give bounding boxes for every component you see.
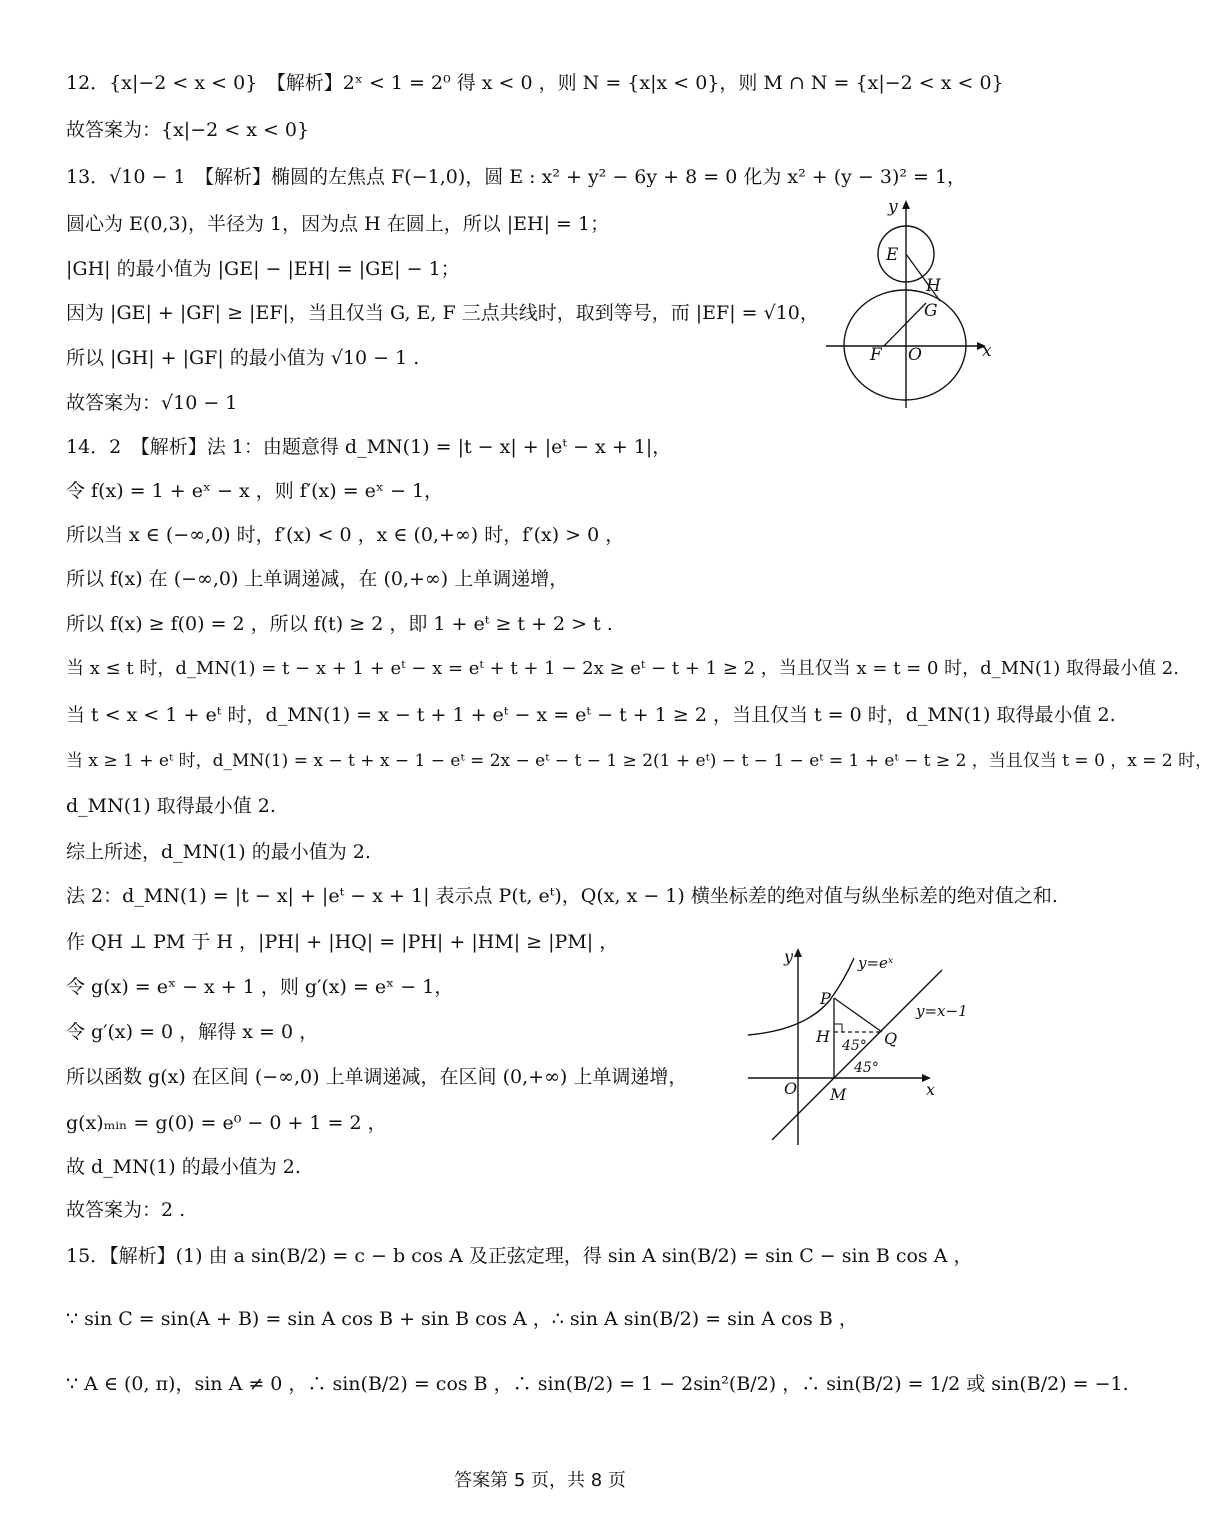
q14-case2: 当 t < x < 1 + eᵗ 时，d_MN(1) = x − t + 1 + eᵗ − x = eᵗ − t + 1 ≥ 2 ，当且仅当 t = 0 时，d_MN(1) 取得最小值 2. <box>66 704 1116 726</box>
label-x: x <box>926 1080 936 1099</box>
q14-f-bound: 所以 f(x) ≥ f(0) = 2 ，所以 f(t) ≥ 2 ，即 1 + eᵗ ≥ t + 2 > t . <box>66 613 613 635</box>
label-angle1: 45° <box>842 1038 867 1054</box>
label-h: H <box>816 1027 830 1046</box>
label-h: H <box>926 276 941 296</box>
q14-case1: 当 x ≤ t 时，d_MN(1) = t − x + 1 + eᵗ − x = eᵗ + t + 1 − 2x ≥ eᵗ − t + 1 ≥ 2 ，当且仅当 x = t = 0 时，d_MN(1) 取得最小值 2. <box>66 658 1179 679</box>
label-o: O <box>908 345 922 365</box>
q14-answer: 故答案为：2 . <box>66 1199 186 1221</box>
q14-conclusion: 故 d_MN(1) 的最小值为 2. <box>66 1156 301 1178</box>
q12-answer: 故答案为：{x|−2 < x < 0} <box>66 119 310 141</box>
q13-triangle-line: 因为 |GE| + |GF| ≥ |EF|，当且仅当 G, E, F 三点共线时，取到等号，而 |EF| = √10， <box>66 302 819 324</box>
q13-min-line: 所以 |GH| + |GF| 的最小值为 √10 − 1 . <box>66 347 420 369</box>
label-angle2: 45° <box>854 1060 879 1076</box>
q15-sin-c: ∵ sin C = sin(A + B) = sin A cos B + sin B cos A ，∴ sin A sin(B/2) = sin A cos B ， <box>66 1308 858 1330</box>
right-angle-mark <box>834 1024 842 1032</box>
q14-g-def: 令 g(x) = eˣ − x + 1 ，则 g′(x) = eˣ − 1， <box>66 976 454 998</box>
q12-line: 12．{x|−2 < x < 0} 【解析】2ˣ < 1 = 2⁰ 得 x < 0 ，则 N = {x|x < 0}，则 M ∩ N = {x|−2 < x < 0} <box>66 72 1004 94</box>
label-m: M <box>830 1085 847 1104</box>
label-g: G <box>924 301 938 321</box>
q14-g-min: g(x)ₘᵢₙ = g(0) = e⁰ − 0 + 1 = 2 ， <box>66 1112 387 1134</box>
q14-line: 14．2 【解析】法 1：由题意得 d_MN(1) = |t − x| + |eᵗ − x + 1|， <box>66 436 672 458</box>
segment-p-q <box>834 998 882 1032</box>
label-e: E <box>886 245 899 265</box>
label-y: y <box>784 947 794 966</box>
label-line: y=x−1 <box>916 1002 968 1020</box>
q13-answer: 故答案为：√10 − 1 <box>66 392 238 414</box>
q14-g-monotonic: 所以函数 g(x) 在区间 (−∞,0) 上单调递减，在区间 (0,+∞) 上单调递增， <box>66 1066 688 1088</box>
y-axis-arrow <box>794 948 802 957</box>
q13-line: 13．√10 − 1 【解析】椭圆的左焦点 F(−1,0)，圆 E : x² + y² − 6y + 8 = 0 化为 x² + (y − 3)² = 1， <box>66 166 967 188</box>
q14-case3: 当 x ≥ 1 + eᵗ 时，d_MN(1) = x − t + x − 1 − eᵗ = 2x − eᵗ − t − 1 ≥ 2(1 + eᵗ) − t − 1 − eᵗ = 1 + eᵗ − t ≥ 2 ，当且仅当 t = 0 ，x = 2 时， <box>66 751 1212 771</box>
ellipse <box>844 290 966 400</box>
label-o: O <box>784 1079 798 1098</box>
label-curve: y=eˣ <box>858 954 894 972</box>
q14-f-def: 令 f(x) = 1 + eˣ − x ，则 f′(x) = eˣ − 1， <box>66 480 444 502</box>
y-axis-arrow <box>902 200 910 209</box>
q14-case3-cont: d_MN(1) 取得最小值 2. <box>66 795 276 817</box>
exp-line-figure <box>742 940 978 1150</box>
q13-gh-line: |GH| 的最小值为 |GE| − |EH| = |GE| − 1； <box>66 258 460 280</box>
page-footer: 答案第 5 页，共 8 页 <box>454 1470 626 1491</box>
label-x: x <box>982 341 992 361</box>
segment-f-g <box>884 303 926 346</box>
q14-perp: 作 QH ⊥ PM 于 H ，|PH| + |HQ| = |PH| + |HM| ≥ |PM| ， <box>66 931 619 953</box>
label-q: Q <box>884 1029 898 1048</box>
q14-monotonic: 所以 f(x) 在 (−∞,0) 上单调递减，在 (0,+∞) 上单调递增， <box>66 568 569 590</box>
q15-line: 15．【解析】(1) 由 a sin(B/2) = c − b cos A 及正弦定理，得 sin A sin(B/2) = sin C − sin B cos A ， <box>66 1245 973 1267</box>
q14-g-zero: 令 g′(x) = 0 ，解得 x = 0 ， <box>66 1021 319 1043</box>
label-y: y <box>888 197 898 217</box>
q14-summary: 综上所述，d_MN(1) 的最小值为 2. <box>66 841 371 863</box>
q13-center-line: 圆心为 E(0,3)，半径为 1，因为点 H 在圆上，所以 |EH| = 1； <box>66 213 610 235</box>
label-p: P <box>820 989 831 1008</box>
exp-curve <box>748 958 854 1035</box>
ellipse-circle-figure <box>822 196 1002 410</box>
q14-method2: 法 2：d_MN(1) = |t − x| + |eᵗ − x + 1| 表示点 P(t, eᵗ)，Q(x, x − 1) 横坐标差的绝对值与纵坐标差的绝对值之和. <box>66 885 1058 907</box>
q14-derivative-sign: 所以当 x ∈ (−∞,0) 时，f′(x) < 0 ，x ∈ (0,+∞) 时，f′(x) > 0 ， <box>66 524 625 546</box>
label-f: F <box>870 345 882 365</box>
q15-solve: ∵ A ∈ (0, π)，sin A ≠ 0 ，∴ sin(B/2) = cos B ，∴ sin(B/2) = 1 − 2sin²(B/2) ，∴ sin(B/2) = 1/2 或 sin(B/2) = −1. <box>66 1373 1129 1395</box>
